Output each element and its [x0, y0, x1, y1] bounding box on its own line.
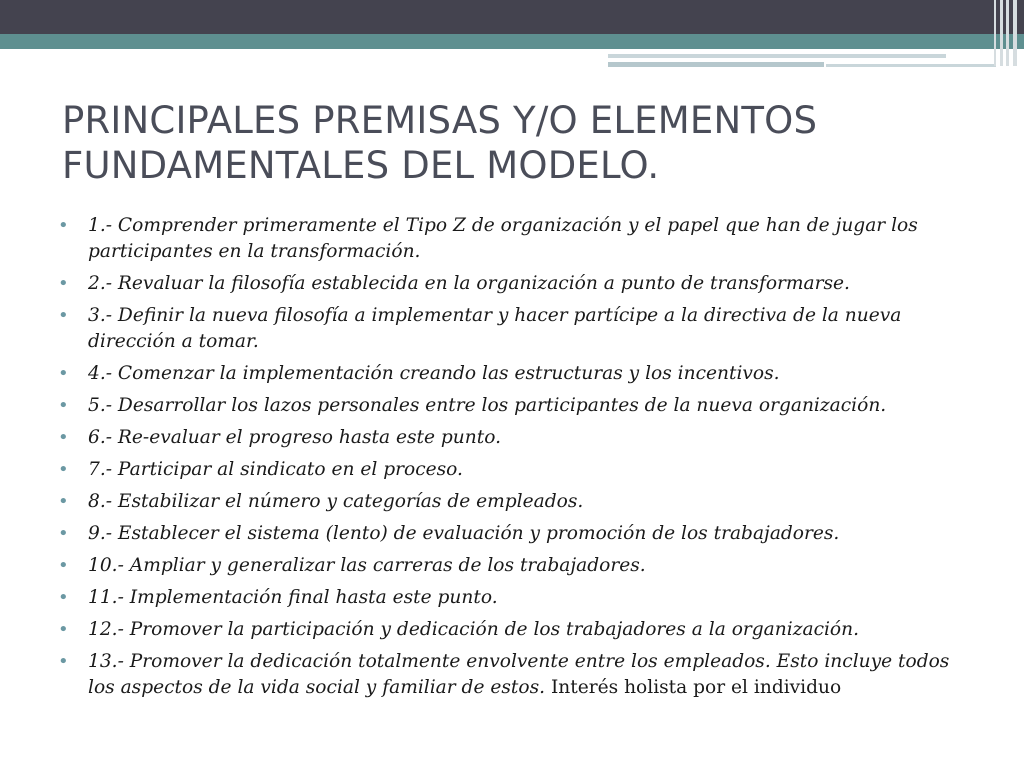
bullet-icon: • [58, 215, 69, 236]
list-item-text-regular: Interés holista por el individuo [545, 677, 842, 698]
list-item-text: 11.- Implementación final hasta este punto. [88, 587, 498, 608]
list-item-text: 2.- Revaluar la filosofía establecida en la organización a punto de transformarse. [88, 273, 850, 294]
list-item-text: 4.- Comenzar la implementación creando las estructuras y los incentivos. [88, 363, 780, 384]
header-teal-bar [0, 34, 1024, 49]
list-item-text: 9.- Establecer el sistema (lento) de evaluación y promoción de los trabajadores. [88, 523, 840, 544]
list-item [58, 521, 958, 547]
header-decoration [0, 0, 1024, 80]
list-item [58, 649, 958, 701]
slide-title-line-2: FUNDAMENTALES DEL MODELO. [62, 144, 660, 187]
list-item [58, 585, 958, 611]
bullet-icon: • [58, 555, 69, 576]
premises-list [58, 213, 958, 707]
list-item-text: 3.- Definir la nueva filosofía a implementar y hacer partícipe a la directiva de la nueva dirección a tomar. [88, 305, 902, 352]
bullet-icon: • [58, 395, 69, 416]
bullet-icon: • [58, 273, 69, 294]
bullet-icon: • [58, 619, 69, 640]
list-item-text: 1.- Comprender primeramente el Tipo Z de organización y el papel que han de jugar los participantes en la transformación. [88, 215, 918, 262]
bullet-icon: • [58, 587, 69, 608]
list-item [58, 361, 958, 387]
list-item [58, 303, 958, 355]
list-item-text: 7.- Participar al sindicato en el proceso. [88, 459, 463, 480]
list-item [58, 489, 958, 515]
list-item-text: 5.- Desarrollar los lazos personales entre los participantes de la nueva organización. [88, 395, 887, 416]
bullet-icon: • [58, 305, 69, 326]
header-vertical-line [1013, 0, 1017, 66]
list-item-text: 10.- Ampliar y generalizar las carreras de los trabajadores. [88, 555, 646, 576]
header-light-stripe [826, 64, 996, 67]
list-item [58, 271, 958, 297]
header-light-stripe [608, 62, 824, 67]
bullet-icon: • [58, 459, 69, 480]
list-item [58, 213, 958, 265]
header-vertical-line [994, 0, 996, 66]
list-item-text: 12.- Promover la participación y dedicación de los trabajadores a la organización. [88, 619, 860, 640]
list-item [58, 393, 958, 419]
list-item [58, 553, 958, 579]
slide-title [62, 98, 962, 188]
list-item-text: 6.- Re-evaluar el progreso hasta este punto. [88, 427, 502, 448]
bullet-icon: • [58, 427, 69, 448]
header-dark-bar [0, 0, 1024, 34]
header-vertical-line [1006, 0, 1009, 66]
list-item-text-italic: 13.- Promover la dedicación totalmente envolvente entre los empleados. Esto incluye todos los aspectos de la vida social y familiar de estos. [88, 651, 950, 698]
list-item [58, 457, 958, 483]
bullet-icon: • [58, 363, 69, 384]
header-light-stripe [608, 54, 946, 58]
list-item-text: 8.- Estabilizar el número y categorías de empleados. [88, 491, 584, 512]
list-item [58, 617, 958, 643]
header-vertical-line [1000, 0, 1003, 66]
slide-title-line-1: PRINCIPALES PREMISAS Y/O ELEMENTOS [62, 99, 818, 142]
bullet-icon: • [58, 523, 69, 544]
bullet-icon: • [58, 491, 69, 512]
list-item [58, 425, 958, 451]
bullet-icon: • [58, 651, 69, 672]
